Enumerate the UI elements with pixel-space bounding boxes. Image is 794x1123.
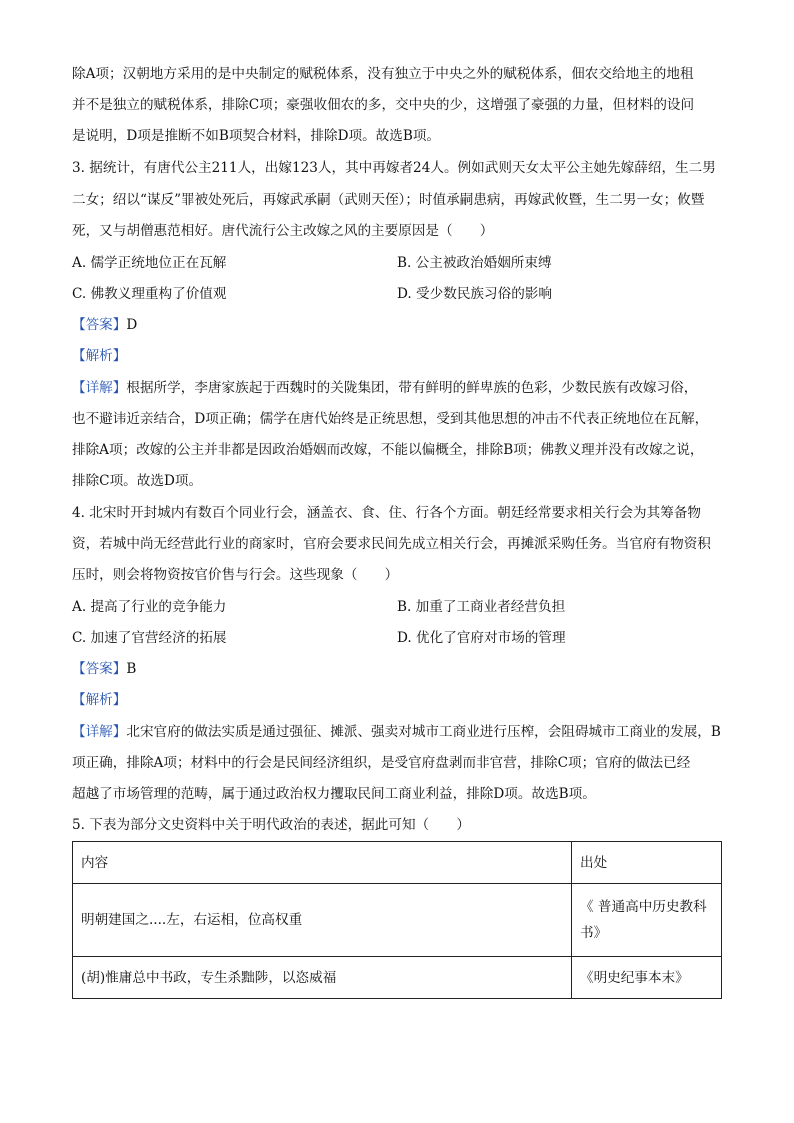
detail-text: 根据所学，李唐家族起于西魏时的关陇集团，带有鲜明的鲜卑族的色彩，少数民族有改嫁习俗，: [126, 380, 698, 396]
question-3-detail: 也不避讳近亲结合，D项正确；儒学在唐代始终是正统思想，受到其他思想的冲击不代表正统地位在瓦解，: [72, 411, 709, 427]
answer-label: 【答案】: [72, 661, 127, 677]
question-4-stem: 资，若城中尚无经营此行业的商家时，官府会要求民间先成立相关行会，再摊派采购任务。当官府有物资积: [72, 536, 711, 552]
question-3-option-a: A. 儒学正统地位正在瓦解: [72, 255, 227, 271]
question-3-stem: 3. 据统计，有唐代公主211人，出嫁123人，其中再嫁者24人。例如武则天女太平公主她先嫁薛绍，生二男: [72, 160, 716, 176]
question-4-analysis-heading: [72, 690, 126, 710]
detail-text: 北宋官府的做法实质是通过强征、摊派、强卖对城市工商业进行压榨，会阻碍城市工商业的发展，B: [126, 724, 721, 740]
answer-value: D: [126, 317, 138, 333]
question-4-detail: [72, 722, 721, 742]
table-row: [73, 884, 722, 957]
question-3-detail: 排除A项；改嫁的公主并非都是因政治婚姻而改嫁，不能以偏概全，排除B项；佛教义理并没有改嫁之说，: [72, 442, 704, 458]
table-row: [73, 957, 722, 999]
question-4-detail: 项正确，排除A项；材料中的行会是民间经济组织，是受官府盘剥而非官营，排除C项；官府的做法已经: [72, 755, 691, 771]
table-cell-content: 明朝建国之....左，右运相，位高权重: [73, 884, 572, 957]
source-table: [72, 841, 722, 999]
answer-label: 【答案】: [72, 317, 127, 333]
question-3-option-b: B. 公主被政治婚姻所束缚: [397, 255, 552, 271]
question-4-option-a: A. 提高了行业的竞争能力: [72, 599, 227, 615]
question-4-option-b: B. 加重了工商业者经营负担: [397, 599, 566, 615]
question-4-detail: 超越了市场管理的范畴，属于通过政治权力攫取民间工商业利益，排除D项。故选B项。: [72, 786, 596, 802]
table-cell-source: 《明史纪事本末》: [572, 957, 722, 999]
question-3-option-c: C. 佛教义理重构了价值观: [72, 286, 227, 302]
question-4-option-d: D. 优化了官府对市场的管理: [397, 630, 566, 646]
question-5-stem: 5. 下表为部分文史资料中关于明代政治的表述，据此可知（ ）: [72, 817, 470, 833]
source-line: 书》: [580, 925, 608, 941]
analysis-label: 【解析】: [72, 692, 127, 708]
question-4-answer: [72, 659, 136, 679]
question-3-detail: 排除C项。故选D项。: [72, 473, 203, 489]
question-3-analysis-heading: [72, 346, 126, 366]
table-cell-content: (胡)惟庸总中书政，专生杀黜陟，以恣威福: [73, 957, 572, 999]
question-3-option-d: D. 受少数民族习俗的影响: [397, 286, 552, 302]
question-3-answer: [72, 315, 137, 335]
question-3-stem: 二女；绍以“谋反”罪被处死后，再嫁武承嗣（武则天侄）；时值承嗣患病，再嫁武攸暨，生二男一女；攸暨: [72, 192, 705, 208]
question-4-option-c: C. 加速了官营经济的拓展: [72, 630, 227, 646]
paragraph-line: 是说明，D项是推断不如B项契合材料，排除D项。故选B项。: [72, 128, 441, 144]
question-4-stem: 4. 北宋时开封城内有数百个同业行会，涵盖衣、食、住、行各个方面。朝廷经常要求相关行会为其筹备物: [72, 505, 702, 521]
detail-label: 【详解】: [72, 724, 127, 740]
table-header-source: 出处: [572, 842, 722, 884]
analysis-label: 【解析】: [72, 348, 127, 364]
paragraph-line: 并不是独立的赋税体系，排除C项；豪强收佃农的多，交中央的少，这增强了豪强的力量，但材料的设问: [72, 97, 695, 113]
source-line: 《 普通高中历史教科: [580, 899, 707, 915]
table-header-content: 内容: [73, 842, 572, 884]
answer-value: B: [126, 661, 137, 677]
question-3-detail: [72, 378, 697, 398]
question-4-stem: 压时，则会将物资按官价售与行会。这些现象（ ）: [72, 567, 399, 583]
question-3-stem: 死，又与胡僧惠范相好。唐代流行公主改嫁之风的主要原因是（ ）: [72, 223, 494, 239]
detail-label: 【详解】: [72, 380, 127, 396]
table-cell-source: [572, 884, 722, 957]
table-header-row: [73, 842, 722, 884]
paragraph-line: 除A项；汉朝地方采用的是中央制定的赋税体系，没有独立于中央之外的赋税体系，佃农交给地主的地租: [72, 66, 694, 82]
